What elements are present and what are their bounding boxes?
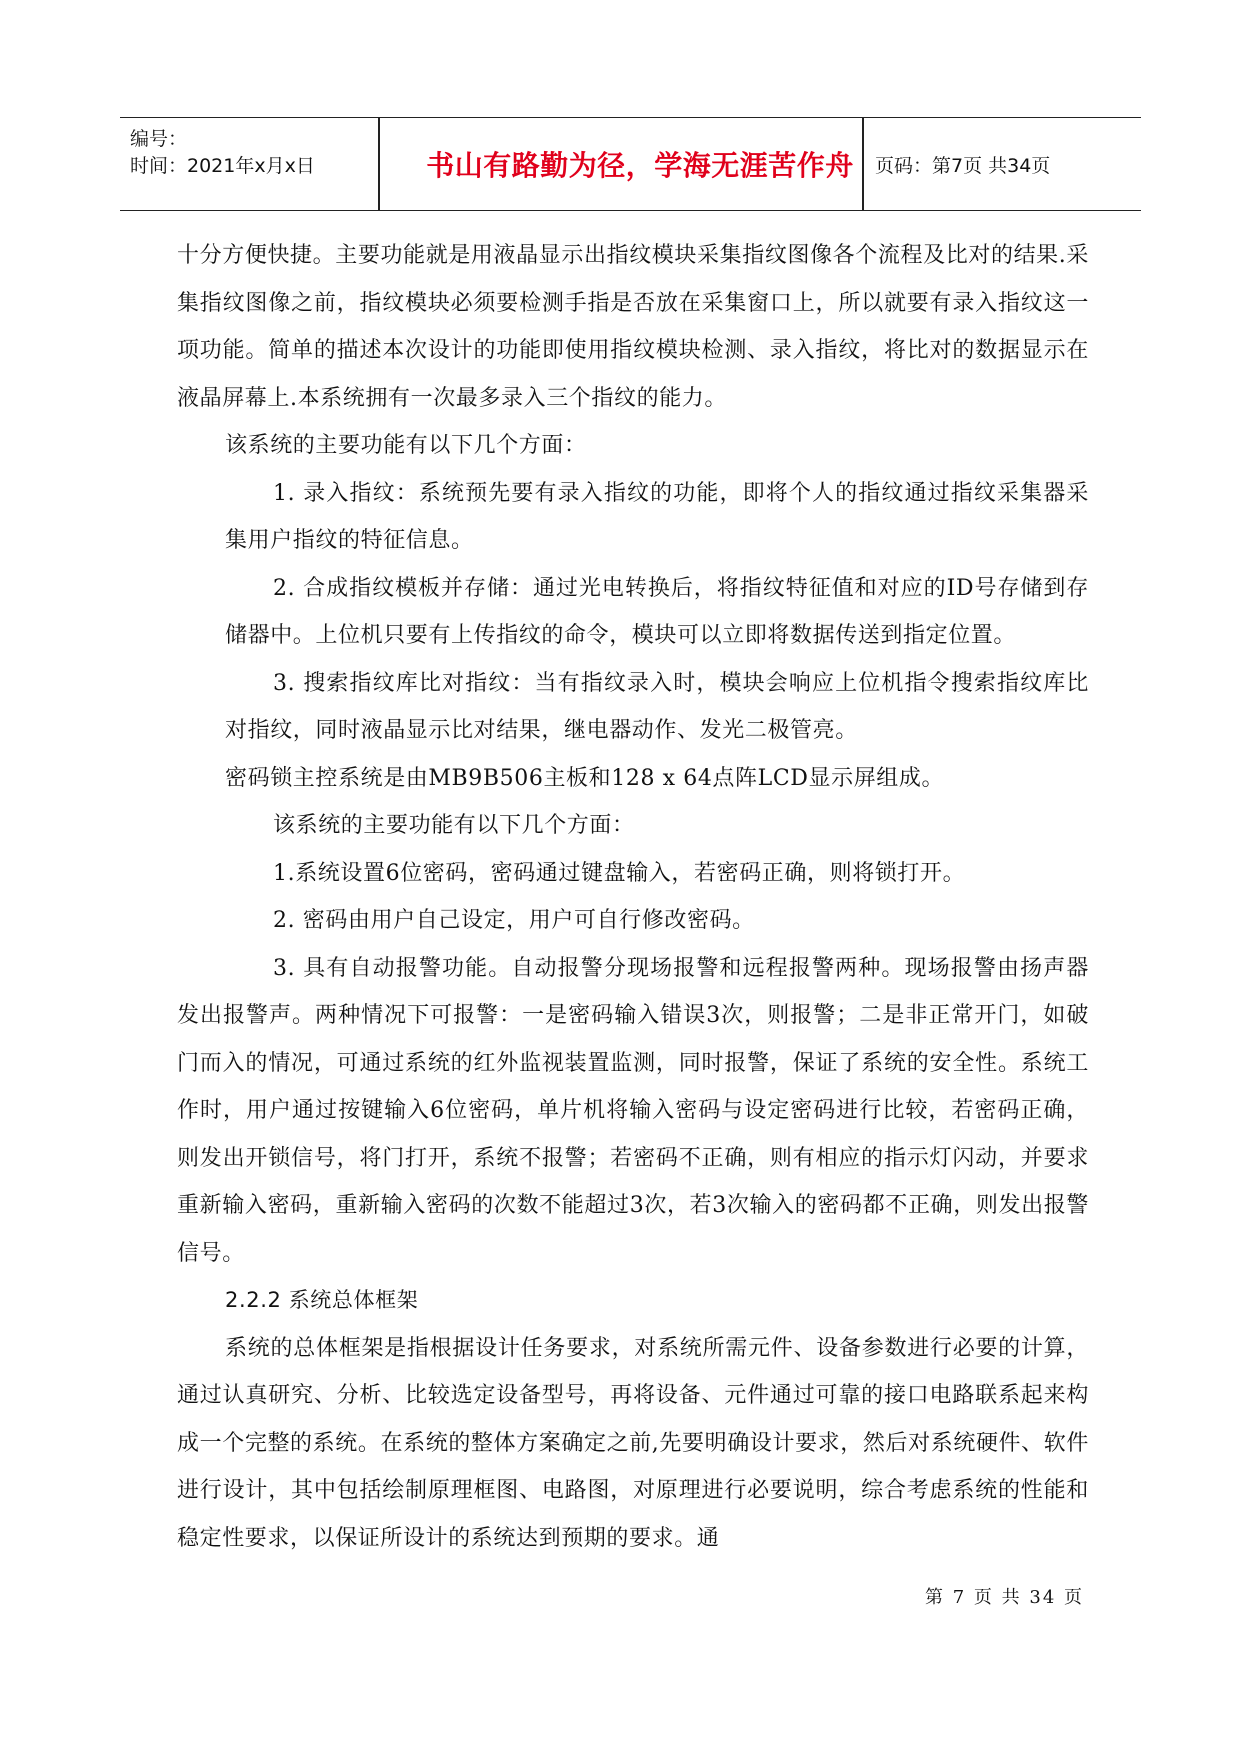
paragraph: 密码锁主控系统是由MB9B506主板和128 x 64点阵LCD显示屏组成。	[225, 765, 945, 791]
list-item: 2. 合成指纹模板并存储：通过光电转换后，将指纹特征值和对应的ID号存储到存储器中。上位机只要有上传指纹的命令，模块可以立即将数据传送到指定位置。	[225, 575, 1089, 648]
paragraph: 十分方便快捷。主要功能就是用液晶显示出指纹模块采集指纹图像各个流程及比对的结果.采集指纹图像之前，指纹模块必须要检测手指是否放在采集窗口上，所以就要有录入指纹这一项功能。简单的描述本次设计的功能即使用指纹模块检测、录入指纹，将比对的数据显示在液晶屏幕上.本系统拥有一次最多录入三个指纹的能力。	[177, 243, 1089, 411]
list-item: 1. 录入指纹：系统预先要有录入指纹的功能，即将个人的指纹通过指纹采集器采集用户指纹的特征信息。	[225, 480, 1089, 553]
section-heading: 2.2.2 系统总体框架	[225, 1288, 419, 1312]
list-item: 2. 密码由用户自己设定，用户可自行修改密码。	[273, 908, 755, 933]
header-meta	[130, 118, 380, 210]
time-label: 时间：2021年x月x日	[130, 155, 315, 177]
page-header	[120, 117, 1141, 211]
list-item: 3. 具有自动报警功能。自动报警分现场报警和远程报警两种。现场报警由扬声器发出报警声。两种情况下可报警：一是密码输入错误3次，则报警；二是非正常开门，如破门而入的情况，可通过系统的红外监视装置监测，同时报警，保证了系统的安全性。系统工作时，用户通过按键输入6位密码，单片机将输入密码与设定密码进行比较，若密码正确，则发出开锁信号，将门打开，系统不报警；若密码不正确，则有相应的指示灯闪动，并要求重新输入密码，重新输入密码的次数不能超过3次，若3次输入的密码都不正确，则发出报警信号。	[177, 955, 1089, 1266]
document-body	[177, 232, 1089, 1562]
paragraph: 该系统的主要功能有以下几个方面：	[225, 433, 587, 458]
header-page-info: 页码：第7页 共34页	[875, 154, 1051, 177]
number-label: 编号：	[130, 128, 188, 150]
paragraph: 系统的总体框架是指根据设计任务要求，对系统所需元件、设备参数进行必要的计算，通过认真研究、分析、比较选定设备型号，再将设备、元件通过可靠的接口电路联系起来构成一个完整的系统。在系统的整体方案确定之前,先要明确设计要求，然后对系统硬件、软件进行设计，其中包括绘制原理框图、电路图，对原理进行必要说明，综合考虑系统的性能和稳定性要求，以保证所设计的系统达到预期的要求。通	[177, 1335, 1089, 1551]
header-motto: 书山有路勤为径，学海无涯苦作舟	[426, 149, 854, 182]
page-footer: 第 7 页 共 34 页	[925, 1587, 1084, 1608]
list-item: 3. 搜索指纹库比对指纹：当有指纹录入时，模块会响应上位机指令搜索指纹库比对指纹，同时液晶显示比对结果，继电器动作、发光二极管亮。	[225, 670, 1089, 743]
list-item: 1.系统设置6位密码，密码通过键盘输入，若密码正确，则将锁打开。	[273, 860, 966, 886]
header-divider	[862, 118, 864, 210]
paragraph: 该系统的主要功能有以下几个方面：	[273, 813, 635, 838]
